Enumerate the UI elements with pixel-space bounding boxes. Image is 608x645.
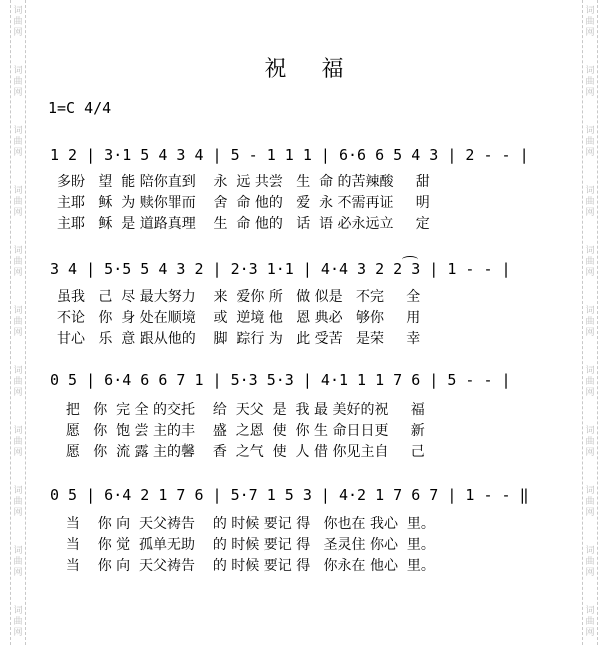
right-watermark-strip xyxy=(582,0,598,645)
watermark-text: 词 曲 网 xyxy=(585,546,595,578)
watermark-text: 词 曲 网 xyxy=(13,486,23,518)
notation-line: 1 2 | 3·1 5 4 3 4 | 5 - 1 1 1 | 6·6 6 5 4 3 | 2 - - | xyxy=(50,146,529,164)
song-title: 祝 福 xyxy=(264,57,358,82)
watermark-text: 词 曲 网 xyxy=(13,426,23,458)
watermark-text: 词 曲 网 xyxy=(585,426,595,458)
watermark-text: 词 曲 网 xyxy=(13,606,23,638)
lyric-verse-1: 多盼 望 能 陪你直到 永 远 共尝 生 命 的苦辣酸 甜 xyxy=(57,174,430,190)
watermark-text: 词 曲 网 xyxy=(585,66,595,98)
lyric-verse-2: 愿 你 饱 尝 主的丰 盛 之恩 使 你 生 命日日更 新 xyxy=(57,423,425,439)
watermark-text: 词 曲 网 xyxy=(585,606,595,638)
notation-line: 0 5 | 6·4 2 1 7 6 | 5·7 1 5 3 | 4·2 1 7 6 7 | 1 - - ‖ xyxy=(50,486,529,504)
lyric-verse-1: 当 你 向 天父祷告 的 时候 要记 得 你也在 我心 里。 xyxy=(57,516,435,532)
watermark-text: 词 曲 网 xyxy=(13,126,23,158)
lyric-verse-3: 主耶 稣 是 道路真理 生 命 他的 话 语 必永远立 定 xyxy=(57,216,430,232)
watermark-text: 词 曲 网 xyxy=(585,186,595,218)
lyric-verse-1: 把 你 完 全 的交托 给 天父 是 我 最 美好的祝 福 xyxy=(57,402,425,418)
watermark-text: 词 曲 网 xyxy=(13,186,23,218)
lyric-verse-2: 主耶 稣 为 赎你罪而 舍 命 他的 爱 永 不需再证 明 xyxy=(57,195,430,211)
lyric-verse-1: 虽我 己 尽 最大努力 来 爱你 所 做 似是 不完 全 xyxy=(57,289,421,305)
watermark-text: 词 曲 网 xyxy=(13,306,23,338)
left-watermark-strip xyxy=(10,0,26,645)
watermark-text: 词 曲 网 xyxy=(585,486,595,518)
watermark-text: 词 曲 网 xyxy=(13,366,23,398)
key-signature: 1=C 4/4 xyxy=(48,99,112,117)
watermark-text: 词 曲 网 xyxy=(585,366,595,398)
watermark-text: 词 曲 网 xyxy=(585,6,595,38)
watermark-text: 词 曲 网 xyxy=(585,306,595,338)
notation-line: 0 5 | 6·4 6 6 7 1 | 5·3 5·3 | 4·1 1 1 7 6 | 5 - - | xyxy=(50,371,511,389)
notation-line: 3 4 | 5·5 5 4 3 2 | 2·3 1·1 | 4·4 3 2 2 3 | 1 - - | xyxy=(50,260,511,278)
lyric-verse-3: 甘心 乐 意 跟从他的 脚 踪行 为 此 受苦 是荣 幸 xyxy=(57,331,421,347)
lyric-verse-2: 当 你 觉 孤单无助 的 时候 要记 得 圣灵住 你心 里。 xyxy=(57,537,435,553)
watermark-text: 词 曲 网 xyxy=(13,6,23,38)
watermark-text: 词 曲 网 xyxy=(585,126,595,158)
watermark-text: 词 曲 网 xyxy=(13,546,23,578)
lyric-verse-3: 当 你 向 天父祷告 的 时候 要记 得 你永在 他心 里。 xyxy=(57,558,435,574)
watermark-text: 词 曲 网 xyxy=(13,66,23,98)
watermark-text: 词 曲 网 xyxy=(585,246,595,278)
lyric-verse-2: 不论 你 身 处在顺境 或 逆境 他 恩 典必 够你 用 xyxy=(57,310,421,326)
lyric-verse-3: 愿 你 流 露 主的馨 香 之气 使 人 借 你见主自 己 xyxy=(57,444,425,460)
watermark-text: 词 曲 网 xyxy=(13,246,23,278)
